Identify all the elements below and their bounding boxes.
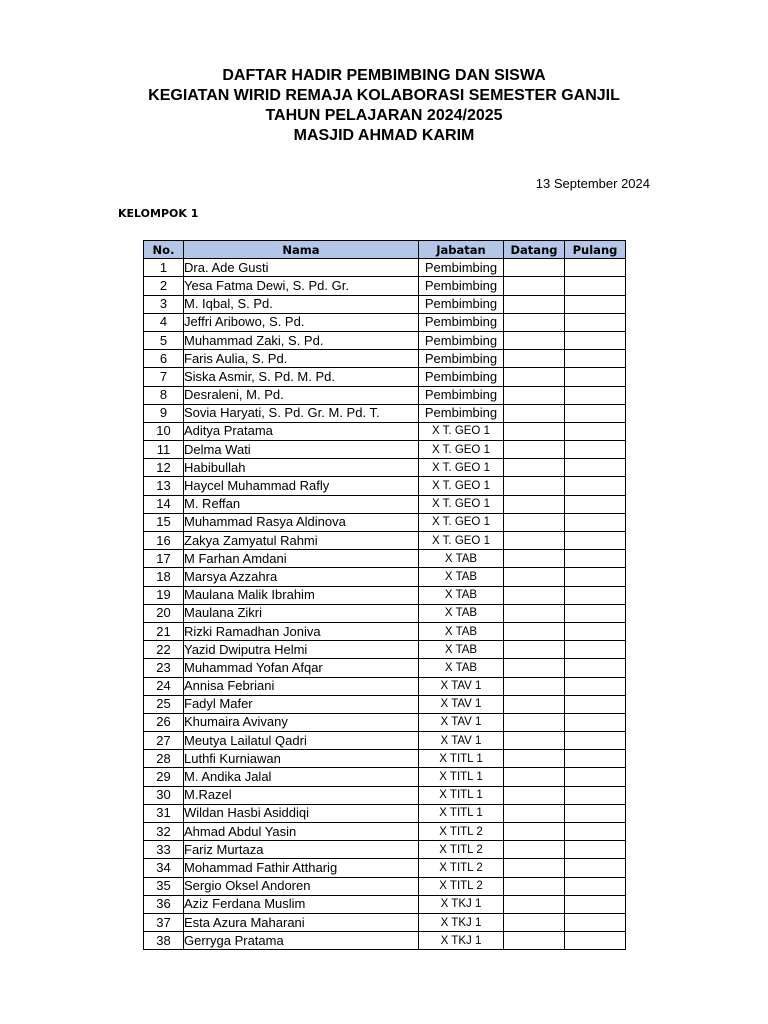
cell-role: X TAB [419,586,504,604]
cell-no: 2 [144,277,184,295]
cell-arrival [504,295,565,313]
cell-arrival [504,732,565,750]
cell-no: 15 [144,513,184,531]
cell-arrival [504,331,565,349]
cell-arrival [504,877,565,895]
cell-departure [565,513,626,531]
cell-departure [565,859,626,877]
cell-name: M. Iqbal, S. Pd. [184,295,419,313]
table-row [144,641,626,659]
cell-role: X T. GEO 1 [419,441,504,459]
cell-no: 23 [144,659,184,677]
cell-no: 4 [144,313,184,331]
cell-name: Aditya Pratama [184,422,419,440]
cell-role: X TAV 1 [419,695,504,713]
cell-role: X TAV 1 [419,713,504,731]
table-row [144,459,626,477]
cell-departure [565,404,626,422]
cell-name: Maulana Zikri [184,604,419,622]
cell-arrival [504,532,565,550]
cell-arrival [504,313,565,331]
cell-departure [565,895,626,913]
cell-role: X T. GEO 1 [419,532,504,550]
cell-arrival [504,786,565,804]
header-no: No. [144,241,184,259]
cell-arrival [504,895,565,913]
cell-arrival [504,441,565,459]
table-row [144,877,626,895]
table-row [144,386,626,404]
table-row [144,823,626,841]
cell-role: X TITL 2 [419,877,504,895]
cell-role: X TAB [419,641,504,659]
table-header-row [144,241,626,259]
cell-name: Muhammad Zaki, S. Pd. [184,331,419,349]
table-row [144,313,626,331]
cell-departure [565,823,626,841]
cell-no: 29 [144,768,184,786]
cell-no: 33 [144,841,184,859]
cell-arrival [504,659,565,677]
cell-arrival [504,513,565,531]
cell-no: 7 [144,368,184,386]
cell-name: Fariz Murtaza [184,841,419,859]
cell-name: Sergio Oksel Andoren [184,877,419,895]
cell-arrival [504,568,565,586]
cell-arrival [504,713,565,731]
cell-name: Sovia Haryati, S. Pd. Gr. M. Pd. T. [184,404,419,422]
cell-no: 20 [144,604,184,622]
table-row [144,713,626,731]
cell-arrival [504,823,565,841]
cell-departure [565,641,626,659]
cell-role: Pembimbing [419,259,504,277]
cell-role: X TAB [419,550,504,568]
cell-departure [565,768,626,786]
cell-arrival [504,841,565,859]
cell-departure [565,622,626,640]
cell-no: 13 [144,477,184,495]
cell-departure [565,350,626,368]
table-row [144,732,626,750]
cell-arrival [504,495,565,513]
cell-name: Muhammad Rasya Aldinova [184,513,419,531]
cell-name: Mohammad Fathir Attharig [184,859,419,877]
cell-arrival [504,622,565,640]
header-role: Jabatan [419,241,504,259]
cell-no: 12 [144,459,184,477]
cell-name: Maulana Malik Ibrahim [184,586,419,604]
cell-no: 19 [144,586,184,604]
cell-arrival [504,368,565,386]
table-row [144,841,626,859]
cell-name: Siska Asmir, S. Pd. M. Pd. [184,368,419,386]
cell-role: X TITL 1 [419,768,504,786]
cell-role: Pembimbing [419,313,504,331]
cell-departure [565,604,626,622]
header-departure: Pulang [565,241,626,259]
table-row [144,422,626,440]
cell-no: 34 [144,859,184,877]
cell-no: 16 [144,532,184,550]
cell-no: 25 [144,695,184,713]
table-row [144,568,626,586]
cell-no: 26 [144,713,184,731]
cell-role: X TITL 2 [419,823,504,841]
cell-role: X TKJ 1 [419,932,504,950]
cell-departure [565,841,626,859]
cell-name: Faris Aulia, S. Pd. [184,350,419,368]
cell-departure [565,313,626,331]
table-row [144,477,626,495]
cell-no: 28 [144,750,184,768]
cell-departure [565,277,626,295]
cell-no: 24 [144,677,184,695]
cell-departure [565,532,626,550]
cell-arrival [504,422,565,440]
cell-departure [565,477,626,495]
cell-no: 3 [144,295,184,313]
cell-name: Rizki Ramadhan Joniva [184,622,419,640]
cell-role: X TAB [419,622,504,640]
cell-role: X TKJ 1 [419,913,504,931]
table-row [144,586,626,604]
cell-arrival [504,768,565,786]
header-name: Nama [184,241,419,259]
cell-name: Delma Wati [184,441,419,459]
title-line: KEGIATAN WIRID REMAJA KOLABORASI SEMESTER GANJIL [148,87,620,104]
cell-name: Fadyl Mafer [184,695,419,713]
table-row [144,932,626,950]
cell-no: 11 [144,441,184,459]
cell-no: 36 [144,895,184,913]
table-row [144,441,626,459]
cell-departure [565,568,626,586]
cell-arrival [504,604,565,622]
cell-departure [565,877,626,895]
table-row [144,604,626,622]
table-row [144,786,626,804]
cell-role: X TITL 2 [419,859,504,877]
cell-role: X T. GEO 1 [419,477,504,495]
cell-no: 8 [144,386,184,404]
cell-departure [565,786,626,804]
cell-role: Pembimbing [419,350,504,368]
cell-departure [565,932,626,950]
cell-name: Ahmad Abdul Yasin [184,823,419,841]
cell-name: Habibullah [184,459,419,477]
cell-no: 14 [144,495,184,513]
cell-arrival [504,386,565,404]
table-row [144,622,626,640]
group-label: KELOMPOK 1 [118,207,199,220]
cell-role: X TITL 1 [419,786,504,804]
cell-departure [565,913,626,931]
table-row [144,532,626,550]
cell-departure [565,441,626,459]
cell-name: Zakya Zamyatul Rahmi [184,532,419,550]
cell-role: X T. GEO 1 [419,459,504,477]
cell-no: 38 [144,932,184,950]
cell-arrival [504,913,565,931]
cell-role: X TITL 1 [419,750,504,768]
title-line: DAFTAR HADIR PEMBIMBING DAN SISWA [222,67,546,84]
cell-arrival [504,277,565,295]
cell-arrival [504,641,565,659]
table-row [144,368,626,386]
cell-arrival [504,750,565,768]
cell-role: Pembimbing [419,368,504,386]
cell-departure [565,695,626,713]
table-row [144,550,626,568]
cell-role: X T. GEO 1 [419,513,504,531]
cell-name: Jeffri Aribowo, S. Pd. [184,313,419,331]
table-row [144,677,626,695]
table-row [144,913,626,931]
cell-name: Aziz Ferdana Muslim [184,895,419,913]
cell-role: X TITL 1 [419,804,504,822]
cell-arrival [504,404,565,422]
cell-no: 21 [144,622,184,640]
table-row [144,331,626,349]
cell-role: X TAB [419,568,504,586]
cell-no: 31 [144,804,184,822]
cell-no: 9 [144,404,184,422]
cell-departure [565,677,626,695]
cell-role: X T. GEO 1 [419,495,504,513]
cell-role: Pembimbing [419,386,504,404]
cell-departure [565,732,626,750]
cell-role: X TITL 2 [419,841,504,859]
cell-departure [565,368,626,386]
table-row [144,768,626,786]
table-row [144,495,626,513]
cell-name: Wildan Hasbi Asiddiqi [184,804,419,822]
table-row [144,750,626,768]
cell-departure [565,804,626,822]
cell-name: Yazid Dwiputra Helmi [184,641,419,659]
cell-name: Esta Azura Maharani [184,913,419,931]
header-arrival: Datang [504,241,565,259]
cell-arrival [504,350,565,368]
cell-name: Marsya Azzahra [184,568,419,586]
cell-no: 5 [144,331,184,349]
table-row [144,695,626,713]
cell-name: Annisa Febriani [184,677,419,695]
cell-name: M.Razel [184,786,419,804]
cell-arrival [504,695,565,713]
cell-arrival [504,477,565,495]
cell-no: 30 [144,786,184,804]
cell-arrival [504,550,565,568]
table-row [144,659,626,677]
cell-name: Dra. Ade Gusti [184,259,419,277]
table-row [144,350,626,368]
cell-no: 27 [144,732,184,750]
title-line: TAHUN PELAJARAN 2024/2025 [265,107,503,124]
table-row [144,295,626,313]
cell-departure [565,259,626,277]
cell-arrival [504,586,565,604]
cell-arrival [504,259,565,277]
cell-no: 1 [144,259,184,277]
cell-departure [565,659,626,677]
cell-arrival [504,932,565,950]
cell-role: Pembimbing [419,404,504,422]
cell-departure [565,750,626,768]
cell-arrival [504,677,565,695]
cell-name: Desraleni, M. Pd. [184,386,419,404]
document-date: 13 September 2024 [535,176,650,191]
cell-no: 6 [144,350,184,368]
cell-role: X TAV 1 [419,677,504,695]
cell-departure [565,295,626,313]
cell-name: Khumaira Avivany [184,713,419,731]
cell-name: Muhammad Yofan Afqar [184,659,419,677]
cell-name: M. Reffan [184,495,419,513]
cell-role: X TAB [419,604,504,622]
cell-no: 18 [144,568,184,586]
table-row [144,277,626,295]
cell-role: X TAV 1 [419,732,504,750]
cell-departure [565,586,626,604]
cell-no: 10 [144,422,184,440]
cell-role: X TKJ 1 [419,895,504,913]
cell-role: Pembimbing [419,295,504,313]
cell-name: Gerryga Pratama [184,932,419,950]
cell-arrival [504,859,565,877]
table-row [144,259,626,277]
table-row [144,804,626,822]
cell-name: M Farhan Amdani [184,550,419,568]
cell-departure [565,331,626,349]
cell-name: Haycel Muhammad Rafly [184,477,419,495]
cell-arrival [504,459,565,477]
cell-role: X T. GEO 1 [419,422,504,440]
table-row [144,513,626,531]
cell-name: Yesa Fatma Dewi, S. Pd. Gr. [184,277,419,295]
cell-name: Luthfi Kurniawan [184,750,419,768]
cell-departure [565,386,626,404]
table-row [144,859,626,877]
cell-departure [565,713,626,731]
cell-no: 22 [144,641,184,659]
cell-departure [565,422,626,440]
cell-no: 17 [144,550,184,568]
title-line: MASJID AHMAD KARIM [293,127,475,144]
cell-name: Meutya Lailatul Qadri [184,732,419,750]
table-row [144,404,626,422]
cell-departure [565,459,626,477]
cell-no: 37 [144,913,184,931]
cell-no: 35 [144,877,184,895]
cell-role: X TAB [419,659,504,677]
cell-departure [565,495,626,513]
table-body [144,259,626,950]
cell-name: M. Andika Jalal [184,768,419,786]
table-row [144,895,626,913]
cell-role: Pembimbing [419,331,504,349]
cell-role: Pembimbing [419,277,504,295]
cell-no: 32 [144,823,184,841]
document-title [0,66,768,146]
attendance-table [143,240,626,950]
cell-arrival [504,804,565,822]
cell-departure [565,550,626,568]
